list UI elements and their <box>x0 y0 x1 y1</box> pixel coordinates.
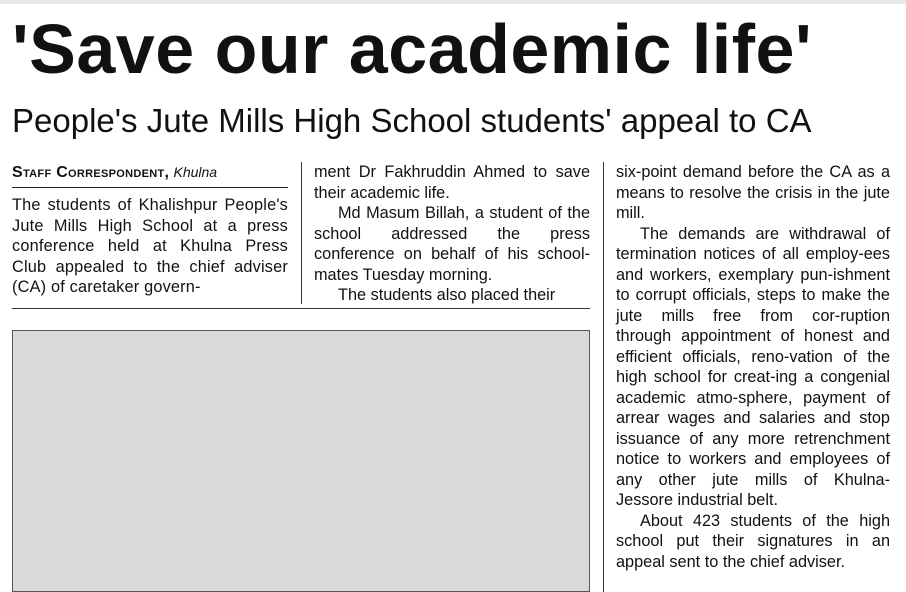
column-divider-2 <box>603 162 604 592</box>
byline <box>12 162 288 188</box>
paragraph-3-part-1: The students also placed their <box>338 286 556 304</box>
paragraph-3-part-2: six-point demand before the CA as a means to resolve the crisis in the jute mill. <box>616 163 890 222</box>
column-3 <box>616 162 890 572</box>
paragraph-1-part-1: The students of Khalishpur People's Jute Mills High School at a press conference held at Khulna Press Club appealed to the chief adviser (CA) of caretaker govern- <box>12 196 288 296</box>
headline: 'Save our academic life' <box>12 10 813 88</box>
paragraph-5: About 423 students of the high school put their signatures in an appeal sent to the chief adviser. <box>616 511 890 571</box>
photo-top-rule <box>12 308 590 309</box>
byline-location: Khulna <box>173 164 218 180</box>
paragraph-2: Md Masum Billah, a student of the school addressed the press conference on behalf of his school-mates Tuesday morning. <box>314 204 590 284</box>
subheadline: People's Jute Mills High School students' appeal to CA <box>12 102 812 139</box>
top-border <box>0 0 906 4</box>
column-2 <box>314 162 590 306</box>
column-1 <box>12 162 288 298</box>
paragraph-1-part-2: ment Dr Fakhruddin Ahmed to save their academic life. <box>314 163 590 202</box>
byline-name: Staff Correspondent, <box>12 164 170 181</box>
article-photo <box>12 330 590 592</box>
column-divider-1 <box>301 162 302 304</box>
paragraph-4: The demands are withdrawal of termination notices of all employ-ees and workers, exemplary pun-ishment to corrupt officials, steps to make the jute mills free from cor-ruption through appointment of honest and efficient officials, reno-vation of the high school for creat-ing a congenial academic atmo-sphere, payment of arrear wages and salaries and stop issuance of any more retrenchment notice to workers and employees of any other jute mills of Khulna- Jessore industrial belt. <box>616 224 890 509</box>
